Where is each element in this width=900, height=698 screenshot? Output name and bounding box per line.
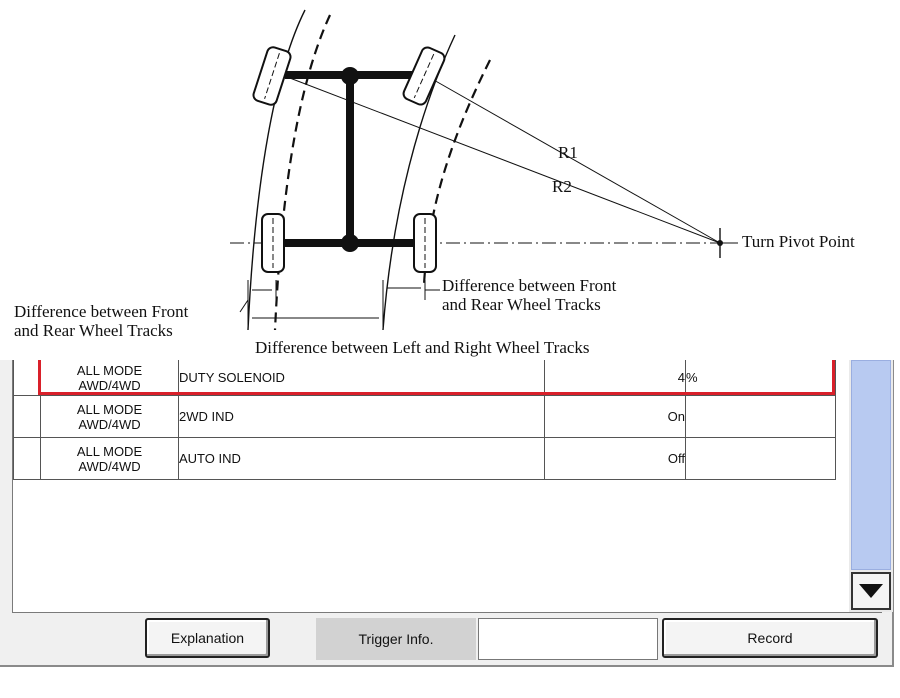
scrollbar-thumb[interactable]: [851, 360, 891, 570]
r1-label: R1: [558, 143, 578, 162]
table-row[interactable]: [14, 438, 836, 480]
parameter-value-cell: 4: [545, 360, 686, 396]
mode-line: ALL MODE: [76, 401, 143, 417]
mode-line: ALL MODE: [76, 362, 143, 378]
mode-line: AWD/4WD: [78, 416, 141, 432]
vertical-scrollbar[interactable]: [849, 360, 893, 612]
parameter-unit-cell: [686, 438, 836, 480]
data-grid-frame: [12, 360, 882, 613]
explanation-button[interactable]: Explanation: [145, 618, 270, 658]
right-fr-diff-label-1: Difference between Front: [442, 276, 617, 295]
right-fr-diff-label-2: and Rear Wheel Tracks: [442, 295, 601, 314]
record-button[interactable]: Record: [662, 618, 878, 658]
parameter-unit-cell: %: [686, 360, 836, 396]
parameter-unit-cell: [686, 396, 836, 438]
table-row[interactable]: [14, 396, 836, 438]
left-right-diff-label: Difference between Left and Right Wheel Tracks: [255, 338, 590, 357]
parameter-name-cell: AUTO IND: [179, 438, 545, 480]
parameter-name-cell: 2WD IND: [179, 396, 545, 438]
mode-cell: [41, 360, 179, 396]
mode-cell: [41, 396, 179, 438]
mode-line: AWD/4WD: [78, 458, 141, 474]
r2-label: R2: [552, 177, 572, 196]
data-grid: [13, 360, 836, 480]
row-selector-cell[interactable]: [14, 438, 41, 480]
trigger-info-label: Trigger Info.: [316, 618, 476, 660]
triangle-down-icon: [859, 584, 883, 598]
parameter-value-cell: Off: [545, 438, 686, 480]
left-fr-diff-label-1: Difference between Front: [14, 302, 189, 321]
data-monitor-window: [0, 360, 894, 667]
scroll-down-button[interactable]: [851, 572, 891, 610]
mode-line: AWD/4WD: [78, 377, 141, 393]
parameter-value-cell: On: [545, 396, 686, 438]
dim-left-leader: [240, 300, 248, 312]
pivot-label: Turn Pivot Point: [742, 232, 855, 251]
mode-line: ALL MODE: [76, 443, 143, 459]
mode-cell: [41, 438, 179, 480]
parameter-name-cell: DUTY SOLENOID: [179, 360, 545, 396]
rear-differential: [341, 234, 359, 252]
row-selector-cell[interactable]: [14, 396, 41, 438]
row-selector-cell[interactable]: [14, 360, 41, 396]
front-differential: [341, 67, 359, 85]
left-fr-diff-label-2: and Rear Wheel Tracks: [14, 321, 173, 340]
table-row[interactable]: [14, 360, 836, 396]
trigger-info-field: [478, 618, 658, 660]
